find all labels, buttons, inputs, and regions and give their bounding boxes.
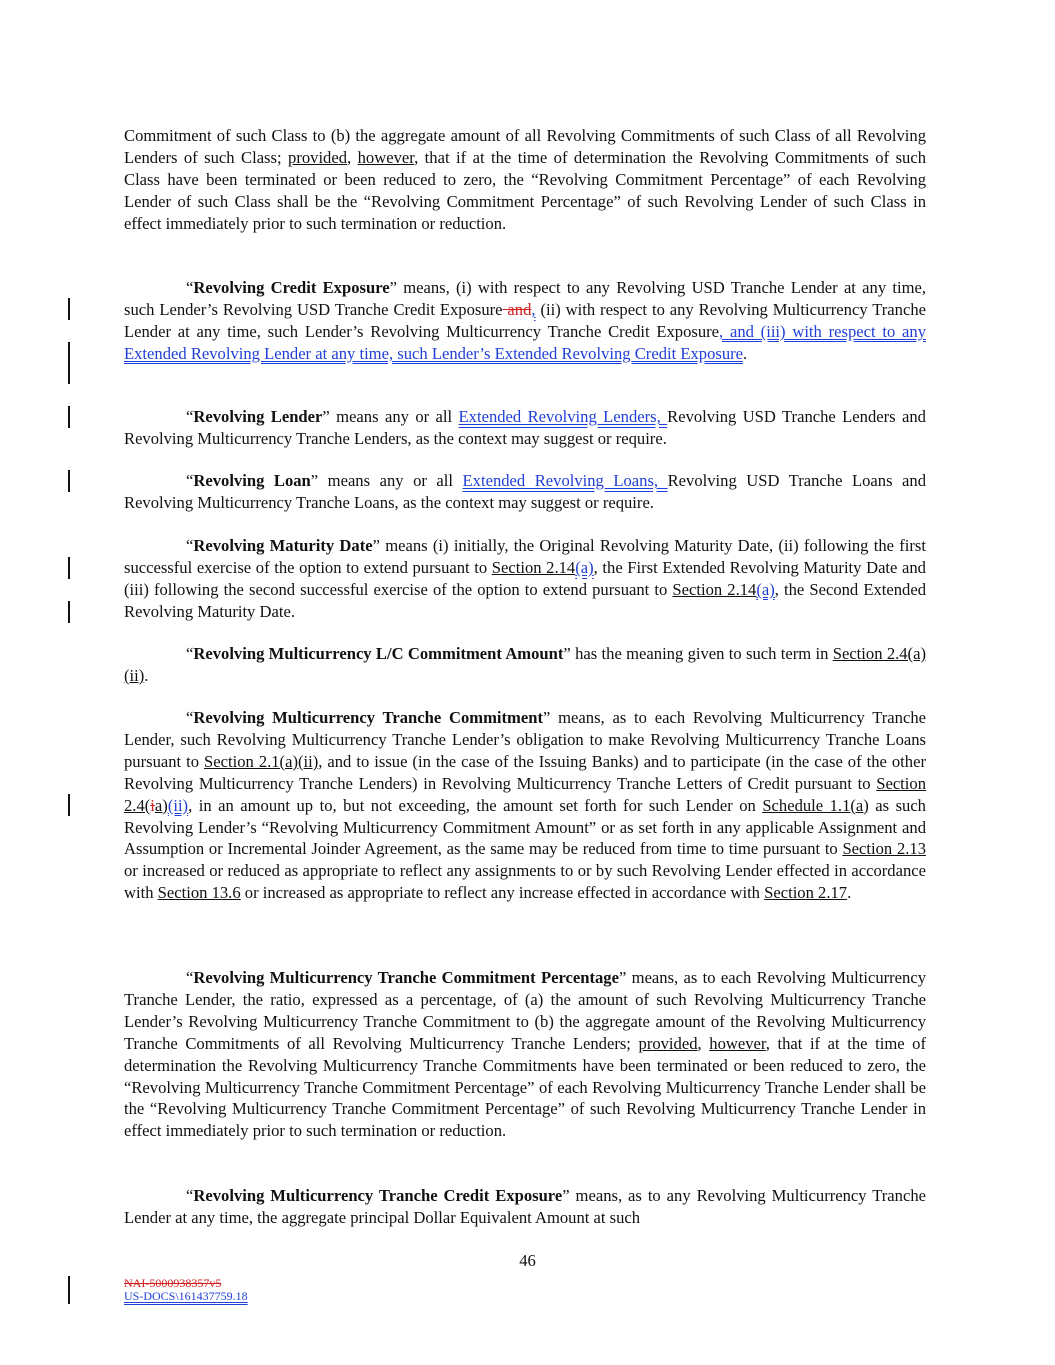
definition-revolving-multicurrency-tranche-credit-exposure: “Revolving Multicurrency Tranche Credit Exposure” means, as to any Revolving Multicurrency Tranche Lender at any time, the aggregate principal Dollar Equivalent Amount at such — [124, 1186, 926, 1227]
defined-term: Revolving Maturity Date — [193, 536, 373, 555]
definition-revolving-credit-exposure: “Revolving Credit Exposure” means, (i) with respect to any Revolving USD Tranche Lender at any time, such Lender’s Revolving USD Tranche Credit Exposure and, (ii) with respect to any Revolving Multicurrency Tranche Lender at any time, such Lender’s Revolving Multicurrency Tranche Credit Exposure, and (iii) with respect to any Extended Revolving Lender at any time, such Lender’s Extended Revolving Credit Exposure. — [124, 278, 926, 363]
definition-revolving-multicurrency-lc-commitment-amount: “Revolving Multicurrency L/C Commitment Amount” has the meaning given to such term in Section 2.4(a)(ii). — [124, 644, 926, 685]
defined-term: Revolving Multicurrency Tranche Commitment — [193, 708, 543, 727]
change-bar — [68, 601, 70, 623]
inserted-text: , and (iii) with respect to any Extended Revolving Lender at any time, such Lender’s Extended Revolving Credit Exposure — [124, 321, 926, 363]
however-underline: however — [357, 147, 415, 167]
deleted-text: i — [150, 795, 155, 815]
definition-revolving-multicurrency-tranche-commitment: “Revolving Multicurrency Tranche Commitment” means, as to each Revolving Multicurrency Tranche Lender, such Revolving Multicurrency Tranche Lender’s obligation to make Revolving Multicurrency Tranche Loans pursuant to Section 2.1(a)(ii), and to issue (in the case of the Issuing Banks) and to participate (in the case of the other Revolving Multicurrency Tranche Lenders) in Revolving Multicurrency Tranche Letters of Credit pursuant to Section 2.4(ia)(ii), in an amount up to, but not exceeding, the amount set forth for such Lender on Schedule 1.1(a) as such Revolving Lender’s “Revolving Multicurrency Commitment Amount” or as set forth in any applicable Assignment and Assumption or Incremental Joinder Agreement, as the same may be reduced from time to time pursuant to Section 2.13 or increased or reduced as appropriate to reflect any assignments to or by such Revolving Lender effected in accordance with Section 13.6 or increased as appropriate to reflect any increase effected in accordance with Section 2.17. — [124, 708, 926, 903]
definition-revolving-loan: “Revolving Loan” means any or all Extended Revolving Loans, Revolving USD Tranche Loans and Revolving Multicurrency Tranche Loans, as the context may suggest or require. — [124, 471, 927, 512]
change-bar — [68, 557, 70, 579]
change-bar — [68, 342, 70, 384]
old-document-id: NAI-5000938357v5 — [124, 1276, 222, 1290]
defined-term: Revolving Loan — [193, 471, 311, 490]
defined-term: Revolving Multicurrency Tranche Commitment Percentage — [193, 968, 619, 987]
defined-term: Revolving Multicurrency L/C Commitment Amount — [193, 644, 564, 663]
provided-underline: provided — [288, 147, 348, 167]
new-document-id: US-DOCS\161437759.18 — [124, 1289, 248, 1303]
section-2-17-link: Section 2.17 — [764, 883, 848, 903]
section-2-4-link: a) — [154, 795, 168, 815]
inserted-text: Extended Revolving Lenders, — [458, 407, 668, 426]
defined-term: Revolving Lender — [193, 407, 323, 426]
deleted-text: and — [502, 299, 532, 319]
change-bar — [68, 794, 70, 816]
inserted-text: Extended Revolving Loans, — [462, 471, 668, 490]
section-2-1-a-ii-link: Section 2.1(a)(ii) — [204, 751, 319, 771]
change-bar — [68, 470, 70, 492]
provided-underline: provided — [638, 1033, 698, 1053]
section-13-6-link: Section 13.6 — [157, 883, 241, 903]
defined-term: Revolving Multicurrency Tranche Credit Exposure — [193, 1186, 563, 1205]
inserted-text: (a) — [575, 557, 594, 577]
paragraph-revolving-commitment-percentage-continued: Commitment of such Class to (b) the aggregate amount of all Revolving Commitments of such Class of all Revolving Lenders of such Class; provided, however, that if at the time of determination the Revolving Commitments of such Class have been terminated or been reduced to zero, the “Revolving Commitment Percentage” of each Revolving Lender of such Class shall be the “Revolving Commitment Percentage” of such Revolving Lender of such Class in effect immediately prior to such termination or reduction. — [124, 126, 926, 233]
schedule-1-1-a-link: Schedule 1.1(a) — [762, 795, 869, 815]
section-2-14-link: Section 2.14 — [672, 579, 757, 599]
defined-term: Revolving Credit Exposure — [193, 278, 390, 297]
change-bar — [68, 1276, 70, 1304]
change-bar — [68, 298, 70, 320]
definition-revolving-multicurrency-tranche-commitment-percentage: “Revolving Multicurrency Tranche Commitment Percentage” means, as to each Revolving Multicurrency Tranche Lender, the ratio, expressed as a percentage, of (a) the amount of such Revolving Multicurrency Tranche Lender’s Revolving Multicurrency Tranche Commitment to (b) the aggregate amount of the Revolving Multicurrency Tranche Commitments of all Revolving Multicurrency Tranche Lenders; provided, however, that if at the time of determination the Revolving Multicurrency Tranche Commitments have been terminated or been reduced to zero, the “Revolving Multicurrency Tranche Commitment Percentage” of each Revolving Multicurrency Tranche Lender shall be the “Revolving Multicurrency Tranche Commitment Percentage” of such Revolving Multicurrency Tranche Lender in effect immediately prior to such termination or reduction. — [124, 968, 927, 1141]
inserted-text: , — [531, 299, 536, 319]
section-2-13-link: Section 2.13 — [842, 839, 926, 859]
change-bar — [68, 406, 70, 428]
inserted-text: (a) — [756, 579, 775, 599]
however-underline: however — [709, 1033, 766, 1053]
section-2-14-link: Section 2.14 — [491, 557, 576, 577]
inserted-text: (ii) — [167, 795, 189, 815]
definition-revolving-lender: “Revolving Lender” means any or all Extended Revolving Lenders, Revolving USD Tranche Lenders and Revolving Multicurrency Tranche Lenders, as the context may suggest or require. — [124, 407, 926, 448]
page-number: 46 — [519, 1251, 536, 1270]
section-2-4-a-ii-link: Section 2.4(a)(ii) — [124, 644, 926, 685]
section-2-4-link: Section 2.4( — [124, 773, 926, 815]
definition-revolving-maturity-date: “Revolving Maturity Date” means (i) initially, the Original Revolving Maturity Date, (ii) following the first successful exercise of the option to extend pursuant to Section 2.14(a), the First Extended Revolving Maturity Date and (iii) following the second successful exercise of the option to extend pursuant to Section 2.14(a), the Second Extended Revolving Maturity Date. — [124, 536, 926, 621]
